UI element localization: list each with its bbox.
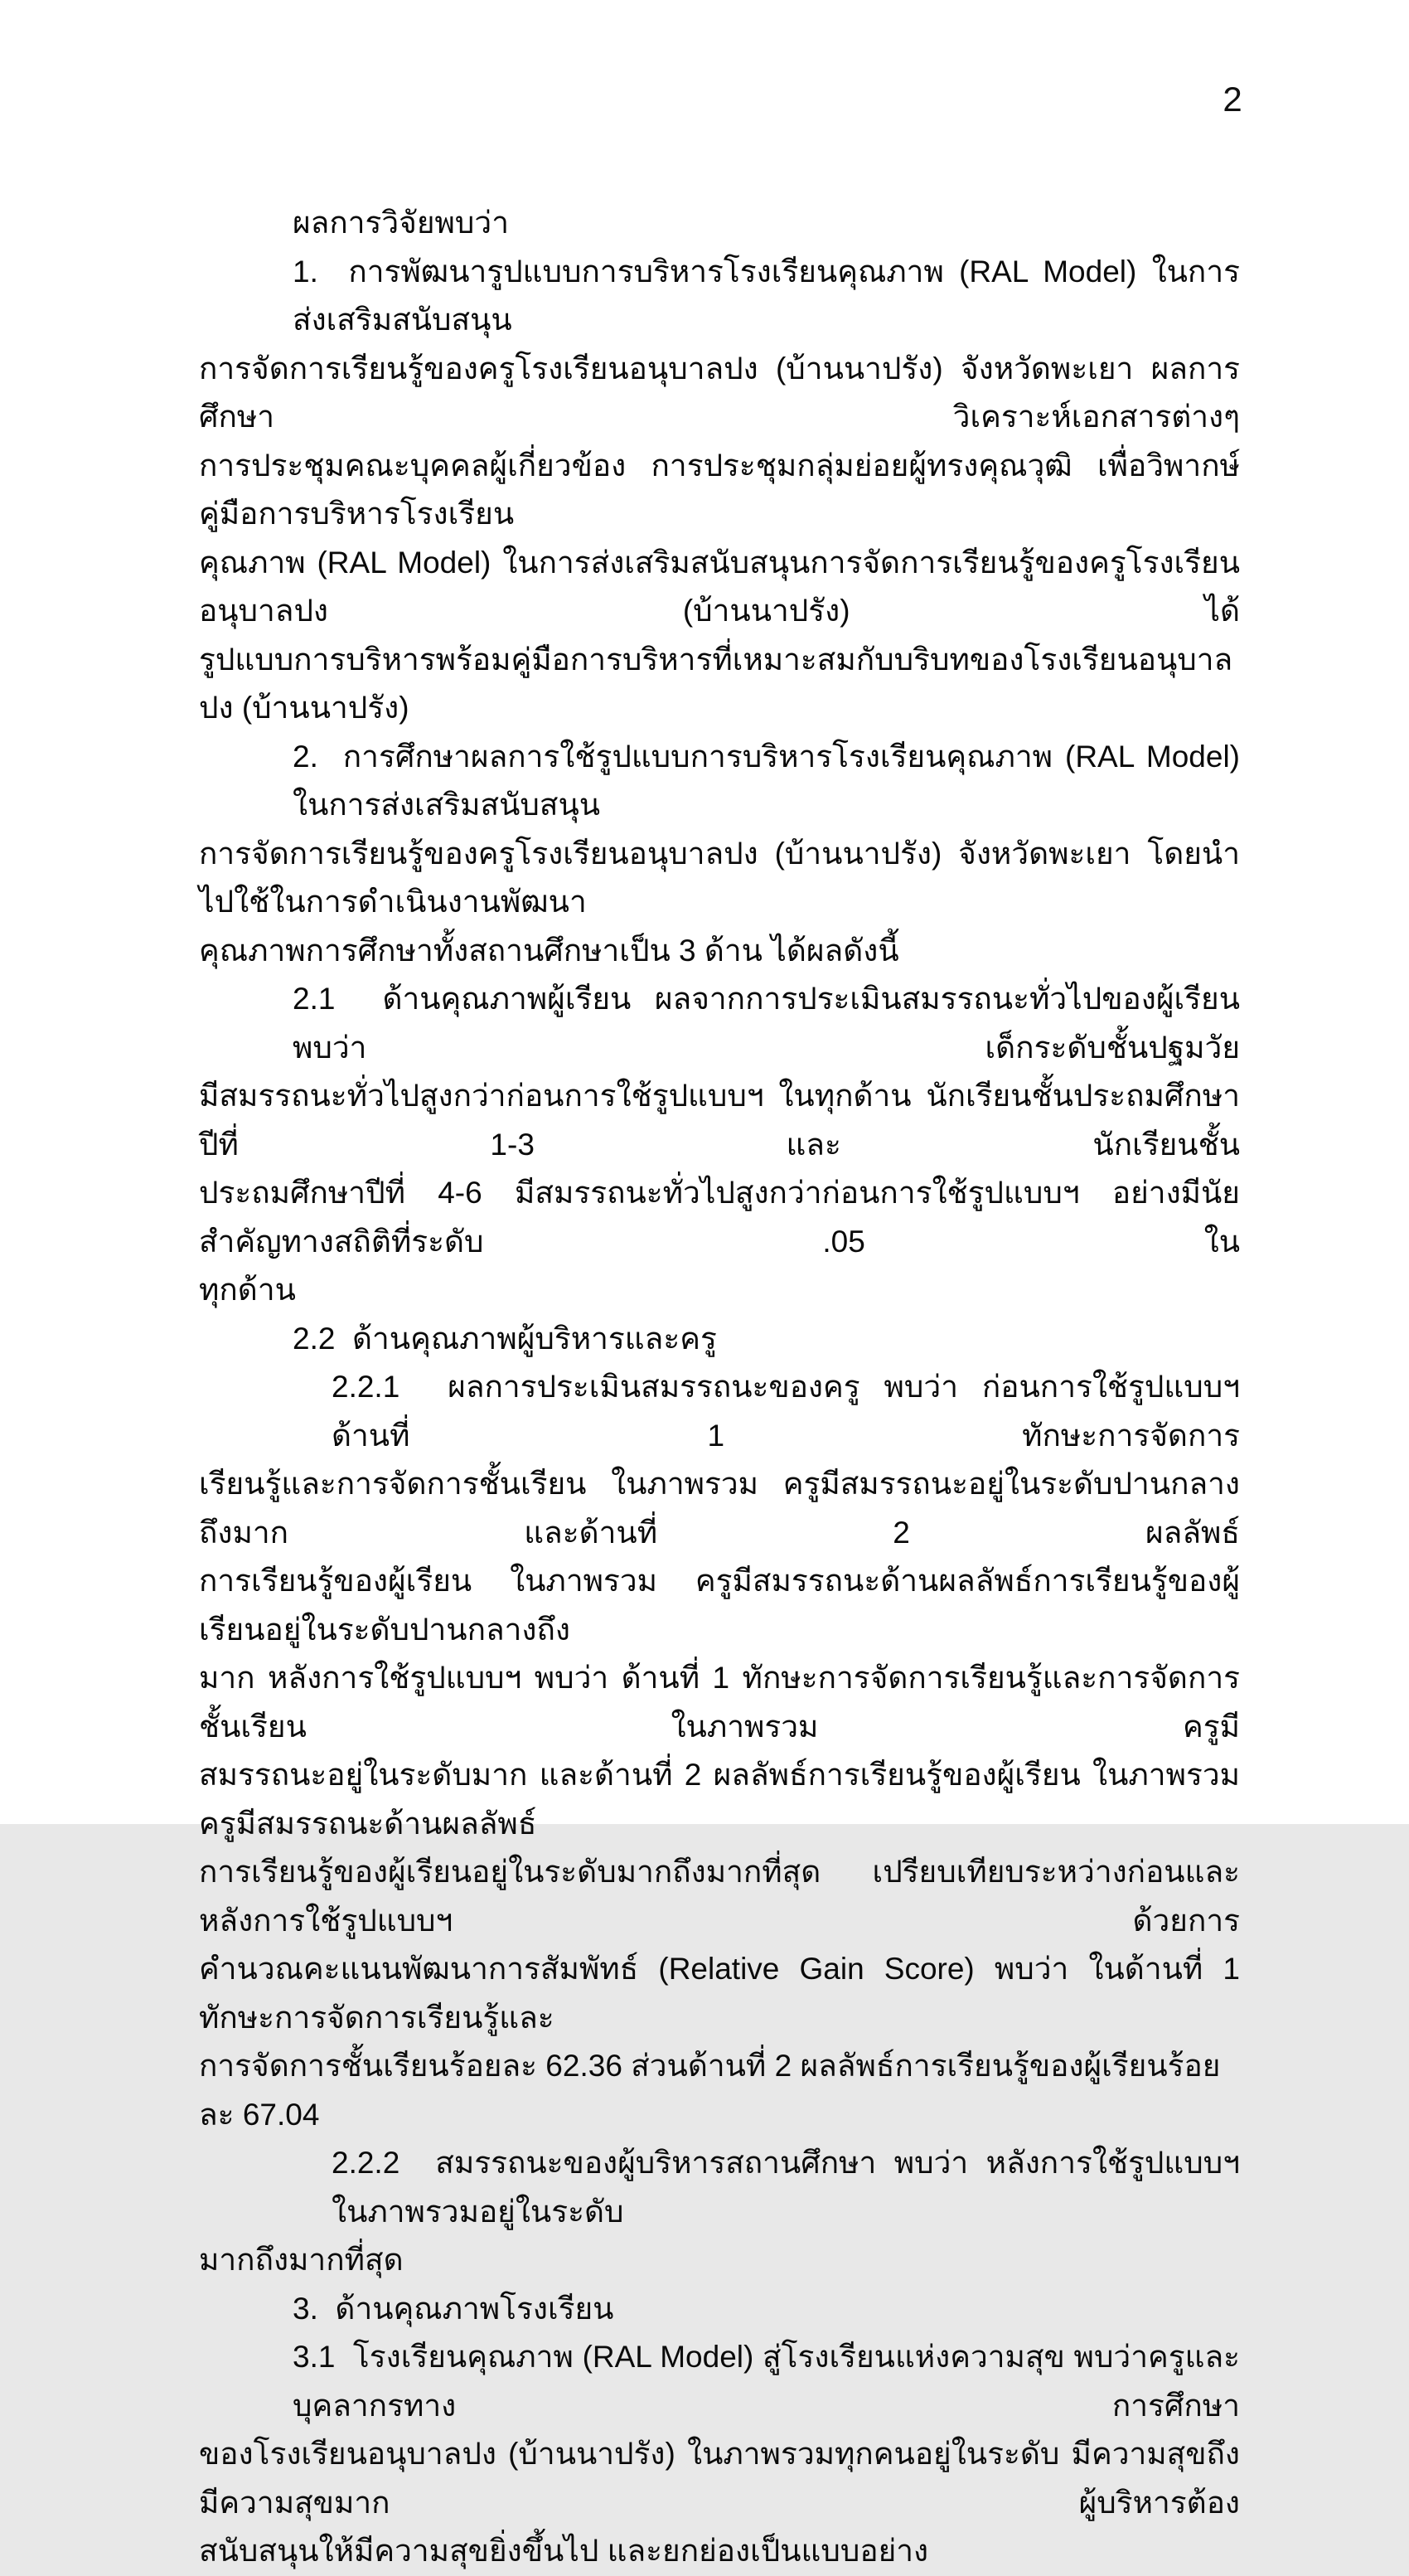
document-line: ทุกด้าน [199,1273,296,1307]
document-line: การเรียนรู้ของผู้เรียนอยู่ในระดับมากถึงมากที่สุด เปรียบเทียบระหว่างก่อนและหลังการใช้รูปแบบฯ ด้วยการ [199,1855,1240,1938]
document-line: การจัดการเรียนรู้ของครูโรงเรียนอนุบาลปง (บ้านนาปรัง) จังหวัดพะเยา ผลการศึกษา วิเคราะห์เอกสารต่างๆ [199,351,1240,434]
document-line: การเรียนรู้ของผู้เรียน ในภาพรวม ครูมีสมรรถนะด้านผลลัพธ์การเรียนรู้ของผู้เรียนอยู่ในระดับปานกลางถึง [199,1564,1240,1647]
document-line: 2.2.1 ผลการประเมินสมรรถนะของครู พบว่า ก่อนการใช้รูปแบบฯ ด้านที่ 1 ทักษะการจัดการ [332,1370,1240,1453]
document-line: ของโรงเรียนอนุบาลปง (บ้านนาปรัง) ในภาพรวมทุกคนอยู่ในระดับ มีความสุขถึงมีความสุขมาก ผู้บริหารต้อง [199,2437,1240,2520]
document-line: เรียนรู้และการจัดการชั้นเรียน ในภาพรวม ครูมีสมรรถนะอยู่ในระดับปานกลางถึงมาก และด้านที่ 2 ผลลัพธ์ [199,1467,1240,1550]
document-line: 3.1 โรงเรียนคุณภาพ (RAL Model) สู่โรงเรียนแห่งความสุข พบว่าครูและบุคลากรทาง การศึกษา [293,2340,1240,2423]
document-body [199,199,1240,2576]
document-line: 3. ด้านคุณภาพโรงเรียน [293,2291,614,2326]
document-line: 2.2 ด้านคุณภาพผู้บริหารและครู [293,1321,717,1356]
page-number: 2 [1223,80,1242,119]
document-line: ประถมศึกษาปีที่ 4-6 มีสมรรถนะทั่วไปสูงกว่าก่อนการใช้รูปแบบฯ อย่างมีนัยสำคัญทางสถิติที่ระดับ .05 ใน [199,1176,1240,1259]
document-line: การประชุมคณะบุคคลผู้เกี่ยวข้อง การประชุมกลุ่มย่อยผู้ทรงคุณวุฒิ เพื่อวิพากษ์ คู่มือการบริหารโรงเรียน [199,448,1240,531]
document-line: คำนวณคะแนนพัฒนาการสัมพัทธ์ (Relative Gain Score) พบว่า ในด้านที่ 1 ทักษะการจัดการเรียนรู้และ [199,1952,1240,2035]
document-line: 2.2.2 สมรรถนะของผู้บริหารสถานศึกษา พบว่า หลังการใช้รูปแบบฯ ในภาพรวมอยู่ในระดับ [332,2146,1240,2229]
document-line: มากถึงมากที่สุด [199,2243,404,2277]
document-line: 2. การศึกษาผลการใช้รูปแบบการบริหารโรงเรียนคุณภาพ (RAL Model) ในการส่งเสริมสนับสนุน [293,739,1240,822]
document-line: สมรรถนะอยู่ในระดับมาก และด้านที่ 2 ผลลัพธ์การเรียนรู้ของผู้เรียน ในภาพรวม ครูมีสมรรถนะด้านผลลัพธ์ [199,1758,1240,1841]
document-line: สนับสนุนให้มีความสุขยิ่งขึ้นไป และยกย่องเป็นแบบอย่าง [199,2534,929,2568]
document-line: ผลการวิจัยพบว่า [293,206,509,240]
document-line: รูปแบบการบริหารพร้อมคู่มือการบริหารที่เหมาะสมกับบริบทของโรงเรียนอนุบาลปง (บ้านนาปรัง) [199,642,1233,725]
document-line: มีสมรรถนะทั่วไปสูงกว่าก่อนการใช้รูปแบบฯ ในทุกด้าน นักเรียนชั้นประถมศึกษาปีที่ 1-3 และ นักเรียนชั้น [199,1079,1240,1162]
document-line: 2.1 ด้านคุณภาพผู้เรียน ผลจากการประเมินสมรรถนะทั่วไปของผู้เรียน พบว่า เด็กระดับชั้นปฐมวัย [293,982,1240,1065]
document-line: การจัดการชั้นเรียนร้อยละ 62.36 ส่วนด้านที่ 2 ผลลัพธ์การเรียนรู้ของผู้เรียนร้อยละ 67.04 [199,2049,1221,2132]
document-line: 1. การพัฒนารูปแบบการบริหารโรงเรียนคุณภาพ (RAL Model) ในการส่งเสริมสนับสนุน [293,254,1240,337]
document-line: การจัดการเรียนรู้ของครูโรงเรียนอนุบาลปง (บ้านนาปรัง) จังหวัดพะเยา โดยนำไปใช้ในการดำเนินงานพัฒนา [199,836,1240,919]
document-line: คุณภาพ (RAL Model) ในการส่งเสริมสนับสนุนการจัดการเรียนรู้ของครูโรงเรียนอนุบาลปง (บ้านนาปรัง) ได้ [199,545,1240,628]
document-line: คุณภาพการศึกษาทั้งสถานศึกษาเป็น 3 ด้าน ได้ผลดังนี้ [199,933,899,968]
document-line: มาก หลังการใช้รูปแบบฯ พบว่า ด้านที่ 1 ทักษะการจัดการเรียนรู้และการจัดการชั้นเรียน ในภาพรวม ครูมี [199,1661,1240,1744]
